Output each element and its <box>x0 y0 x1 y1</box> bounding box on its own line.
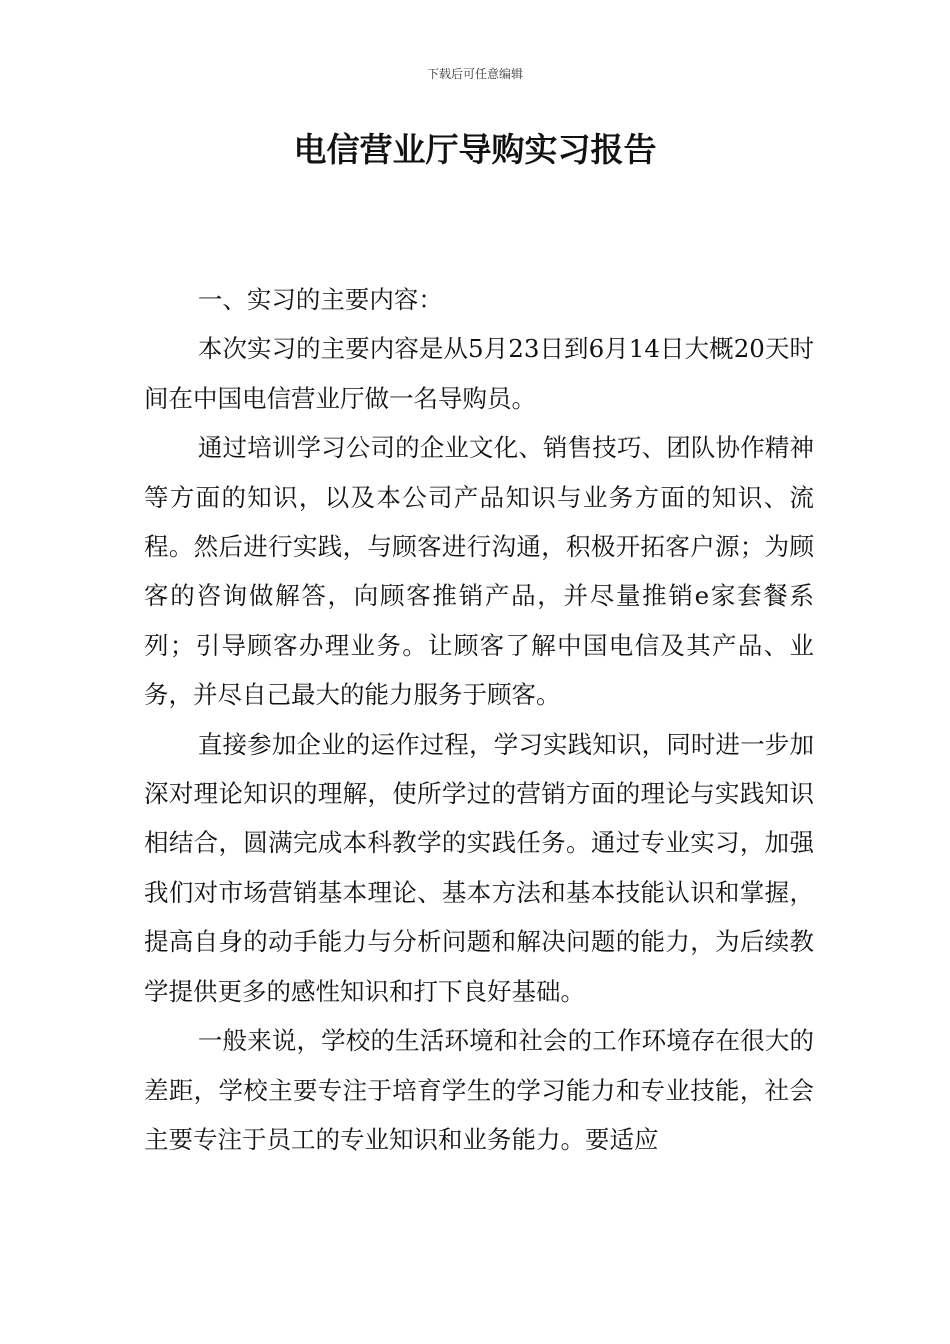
document-title: 电信营业厅导购实习报告 <box>293 130 657 169</box>
section-heading: 一、实习的主要内容： <box>197 285 443 314</box>
document-body <box>144 275 814 1164</box>
body-paragraph: 一般来说，学校的生活环境和社会的工作环境存在很大的差距，学校主要专注于培育学生的学习能力和专业技能，社会主要专注于员工的专业知识和业务能力。要适应 <box>144 1026 814 1154</box>
body-paragraph: 本次实习的主要内容是从5月23日到6月14日大概20天时间在中国电信营业厅做一名导购员。 <box>144 334 814 413</box>
header-note: 下载后可任意编辑 <box>426 67 523 81</box>
body-paragraph: 通过培训学习公司的企业文化、销售技巧、团队协作精神等方面的知识，以及本公司产品知识与业务方面的知识、流程。然后进行实践，与顾客进行沟通，积极开拓客户源；为顾客的咨询做解答，向顾客推销产品，并尽量推销e家套餐系列；引导顾客办理业务。让顾客了解中国电信及其产品、业务，并尽自己最大的能力服务于顾客。 <box>144 433 814 710</box>
body-paragraph: 直接参加企业的运作过程，学习实践知识，同时进一步加深对理论知识的理解，使所学过的营销方面的理论与实践知识相结合，圆满完成本科教学的实践任务。通过专业实习，加强我们对市场营销基本理论、基本方法和基本技能认识和掌握，提高自身的动手能力与分析问题和解决问题的能力，为后续教学提供更多的感性知识和打下良好基础。 <box>144 729 814 1006</box>
